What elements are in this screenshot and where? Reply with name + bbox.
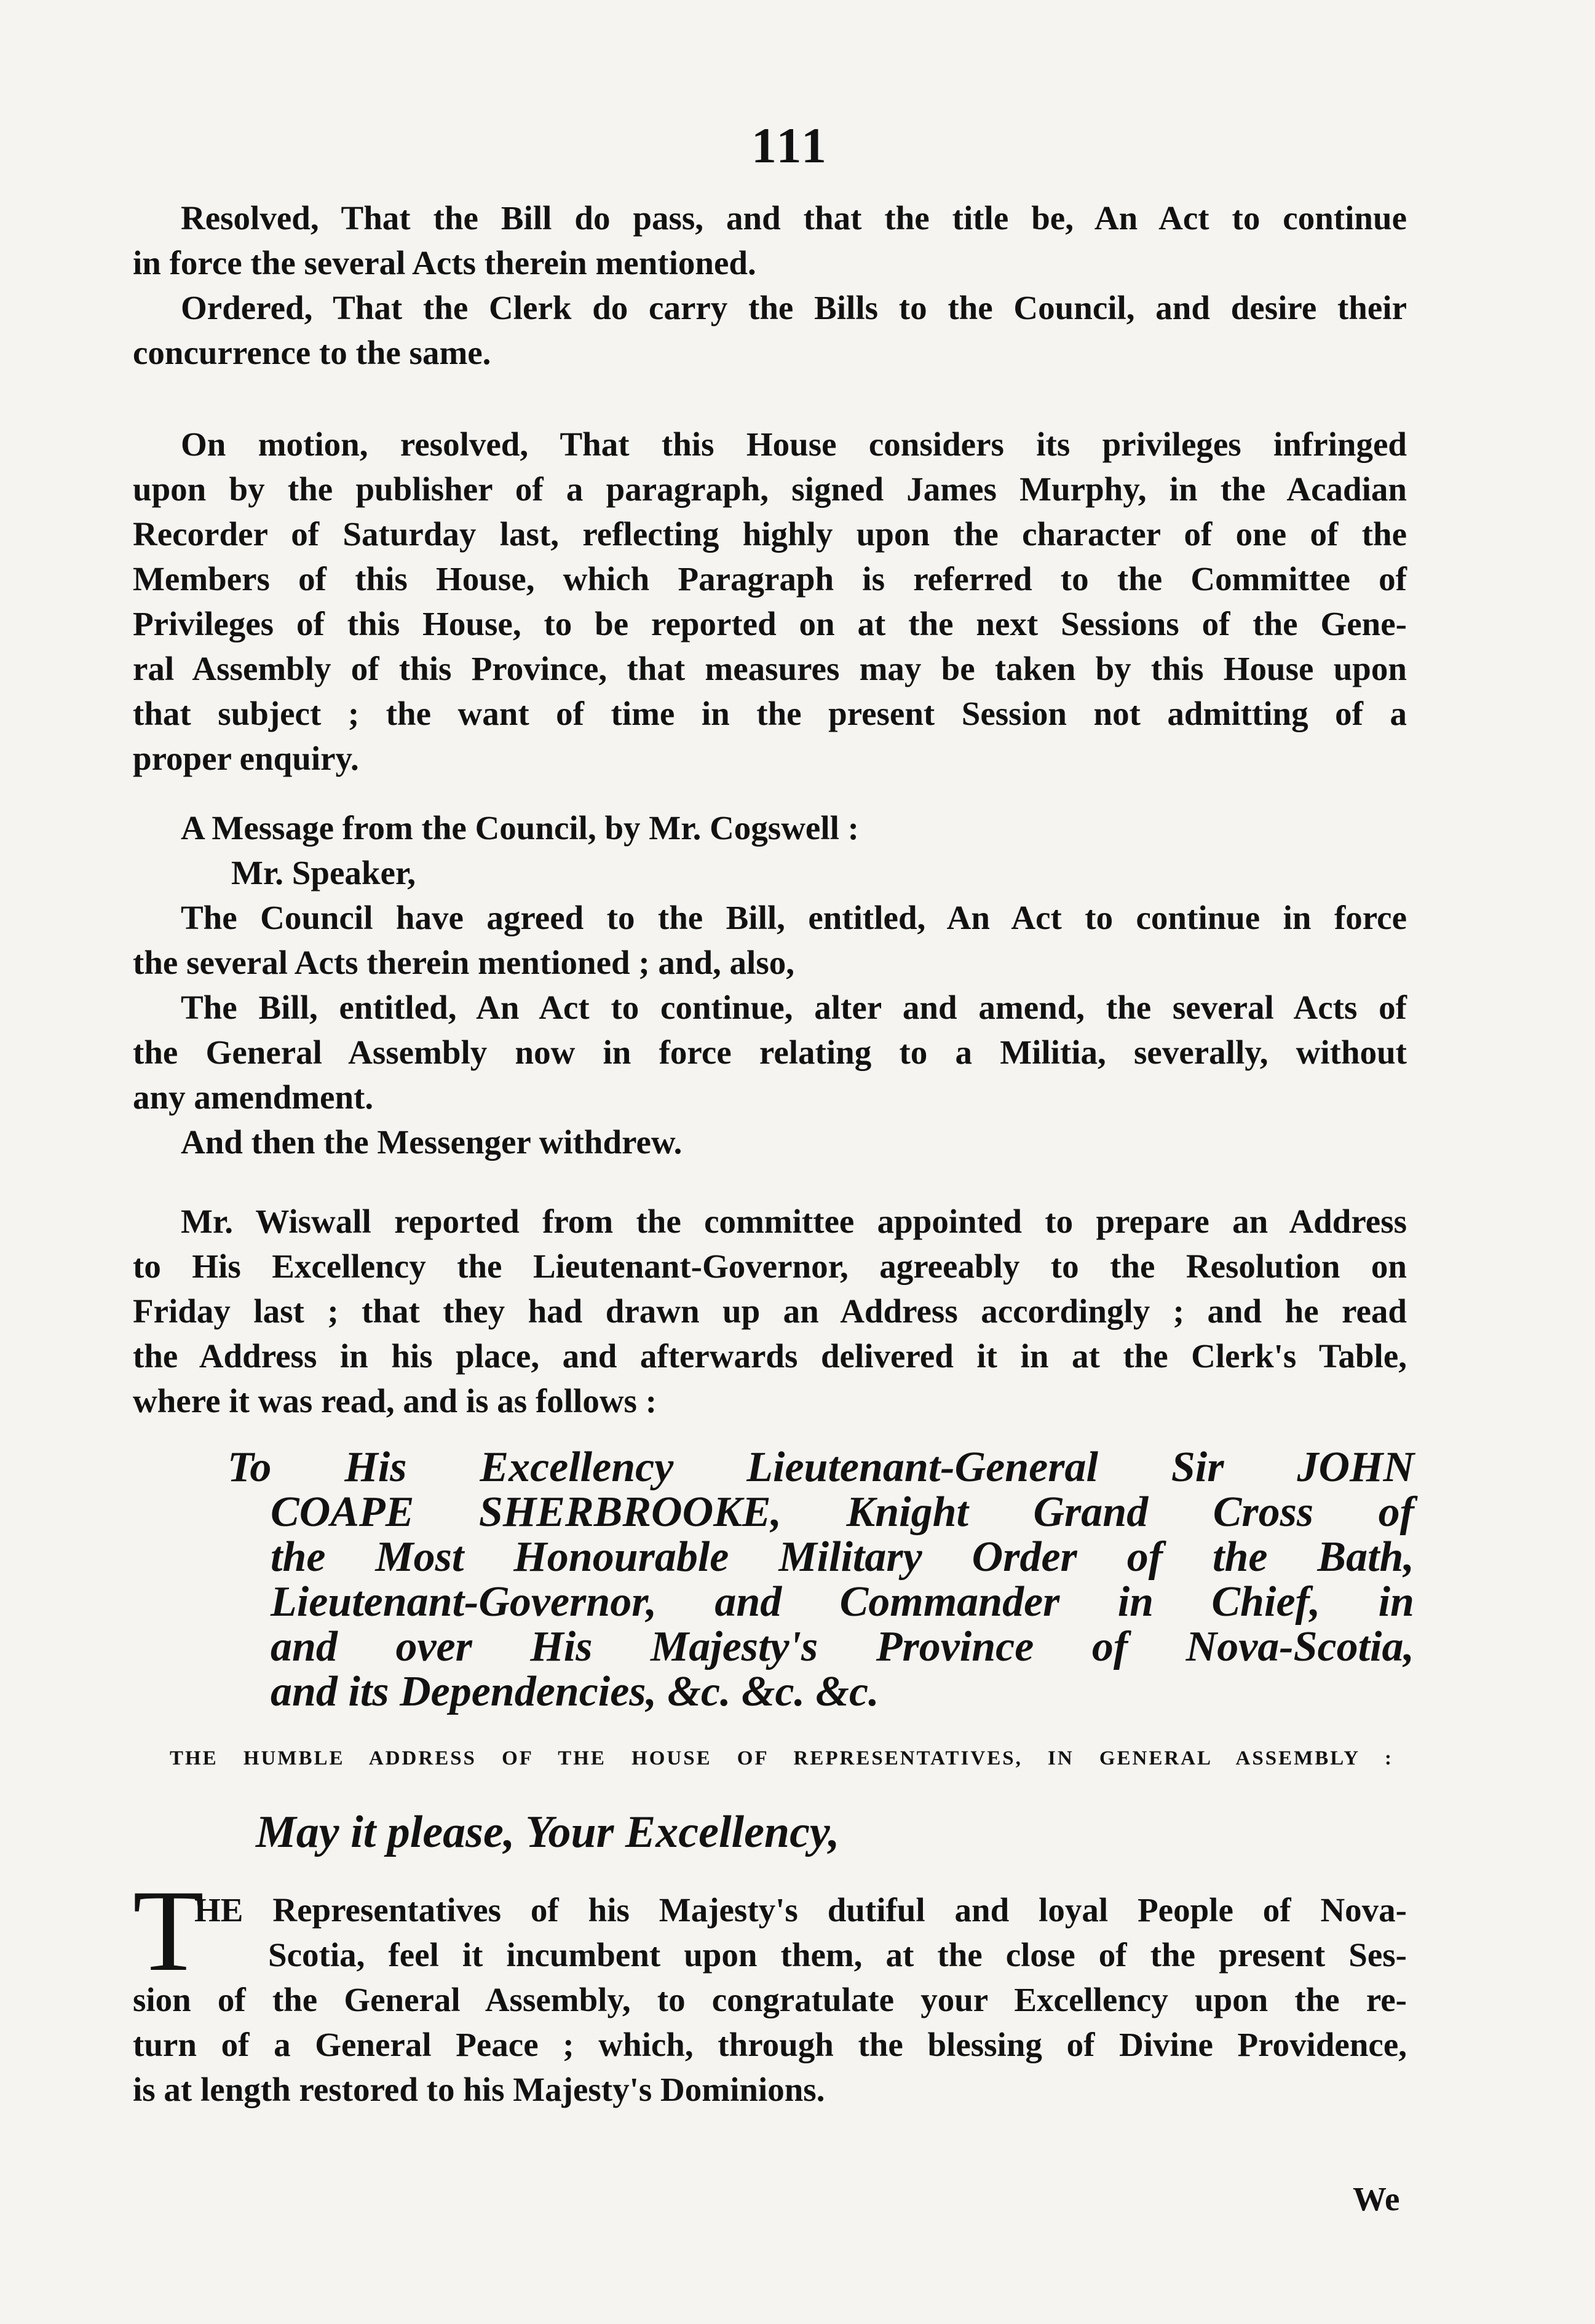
- text-line: Friday last ; that they had drawn up an Address accordingly ; and he read: [133, 1292, 1407, 1330]
- text-line: ral Assembly of this Province, that measures may be taken by this House upon: [133, 650, 1407, 687]
- text-line: On motion, resolved, That this House considers its privileges infringed: [181, 425, 1407, 463]
- text-line: Mr. Wiswall reported from the committee appointed to prepare an Address: [181, 1203, 1407, 1240]
- humble-address-heading: THE HUMBLE ADDRESS OF THE HOUSE OF REPRESENTATIVES, IN GENERAL ASSEMBLY :: [170, 1747, 1393, 1769]
- text-line: The Council have agreed to the Bill, entitled, An Act to continue in force: [181, 899, 1407, 936]
- address-title: [228, 1444, 1414, 1715]
- text-line: the General Assembly now in force relating to a Militia, severally, without: [133, 1034, 1407, 1071]
- text-line: Recorder of Saturday last, reflecting highly upon the character of one of the: [133, 515, 1407, 553]
- text-line: is at length restored to his Majesty's Dominions.: [133, 2071, 825, 2108]
- title-line: and its Dependencies, &c. &c. &c.: [271, 1668, 879, 1715]
- title-line: Lieutenant-Governor, and Commander in Chief, in: [271, 1578, 1414, 1626]
- text-line: any amendment.: [133, 1078, 374, 1116]
- paragraph-motion: [133, 422, 1407, 781]
- text-line: And then the Messenger withdrew.: [181, 1123, 683, 1161]
- text-line: the several Acts therein mentioned ; and, also,: [133, 944, 794, 981]
- page-number: 111: [751, 117, 829, 173]
- paragraph-address-body: [133, 1867, 1407, 2112]
- text-line: in force the several Acts therein mentioned.: [133, 244, 756, 282]
- text-line: turn of a General Peace ; which, through the blessing of Divine Providence,: [133, 2026, 1407, 2063]
- text-line: proper enquiry.: [133, 740, 359, 777]
- text-line: Ordered, That the Clerk do carry the Bills to the Council, and desire their: [181, 289, 1407, 326]
- text-line: A Message from the Council, by Mr. Cogswell :: [181, 809, 859, 847]
- text-line: Resolved, That the Bill do pass, and that the title be, An Act to continue: [181, 199, 1407, 237]
- title-line: To His Excellency Lieutenant-General Sir JOHN: [228, 1444, 1414, 1491]
- text-line: that subject ; the want of time in the present Session not admitting of a: [133, 695, 1407, 732]
- paragraph-report: [133, 1199, 1407, 1423]
- catchword: We: [1353, 2180, 1400, 2218]
- salutation: May it please, Your Excellency,: [256, 1807, 840, 1857]
- text-line: the Address in his place, and afterwards delivered it in at the Clerk's Table,: [133, 1337, 1407, 1375]
- text-line: Members of this House, which Paragraph is referred to the Committee of: [133, 560, 1407, 598]
- text-line: where it was read, and is as follows :: [133, 1382, 657, 1420]
- title-line: the Most Honourable Military Order of the Bath,: [271, 1533, 1414, 1581]
- title-line: COAPE SHERBROOKE, Knight Grand Cross of: [271, 1488, 1414, 1536]
- title-line: and over His Majesty's Province of Nova-Scotia,: [271, 1623, 1414, 1670]
- text-line: to His Excellency the Lieutenant-Governor, agreeably to the Resolution on: [133, 1247, 1407, 1285]
- text-line: Privileges of this House, to be reported on at the next Sessions of the Gene-: [133, 605, 1407, 642]
- text-line: The Bill, entitled, An Act to continue, alter and amend, the several Acts of: [181, 989, 1407, 1026]
- text-line: concurrence to the same.: [133, 334, 491, 371]
- text-line: Mr. Speaker,: [231, 854, 416, 891]
- text-line: sion of the General Assembly, to congratulate your Excellency upon the re-: [133, 1981, 1407, 2018]
- text-line: upon by the publisher of a paragraph, signed James Murphy, in the Acadian: [133, 470, 1407, 508]
- paragraph-resolved: [133, 196, 1407, 375]
- paragraph-message: [133, 805, 1407, 1164]
- text-line: HE Representatives of his Majesty's dutiful and loyal People of Nova-: [194, 1891, 1407, 1929]
- drop-cap: T: [133, 1867, 205, 1996]
- text-line: Scotia, feel it incumbent upon them, at the close of the present Ses-: [268, 1936, 1407, 1974]
